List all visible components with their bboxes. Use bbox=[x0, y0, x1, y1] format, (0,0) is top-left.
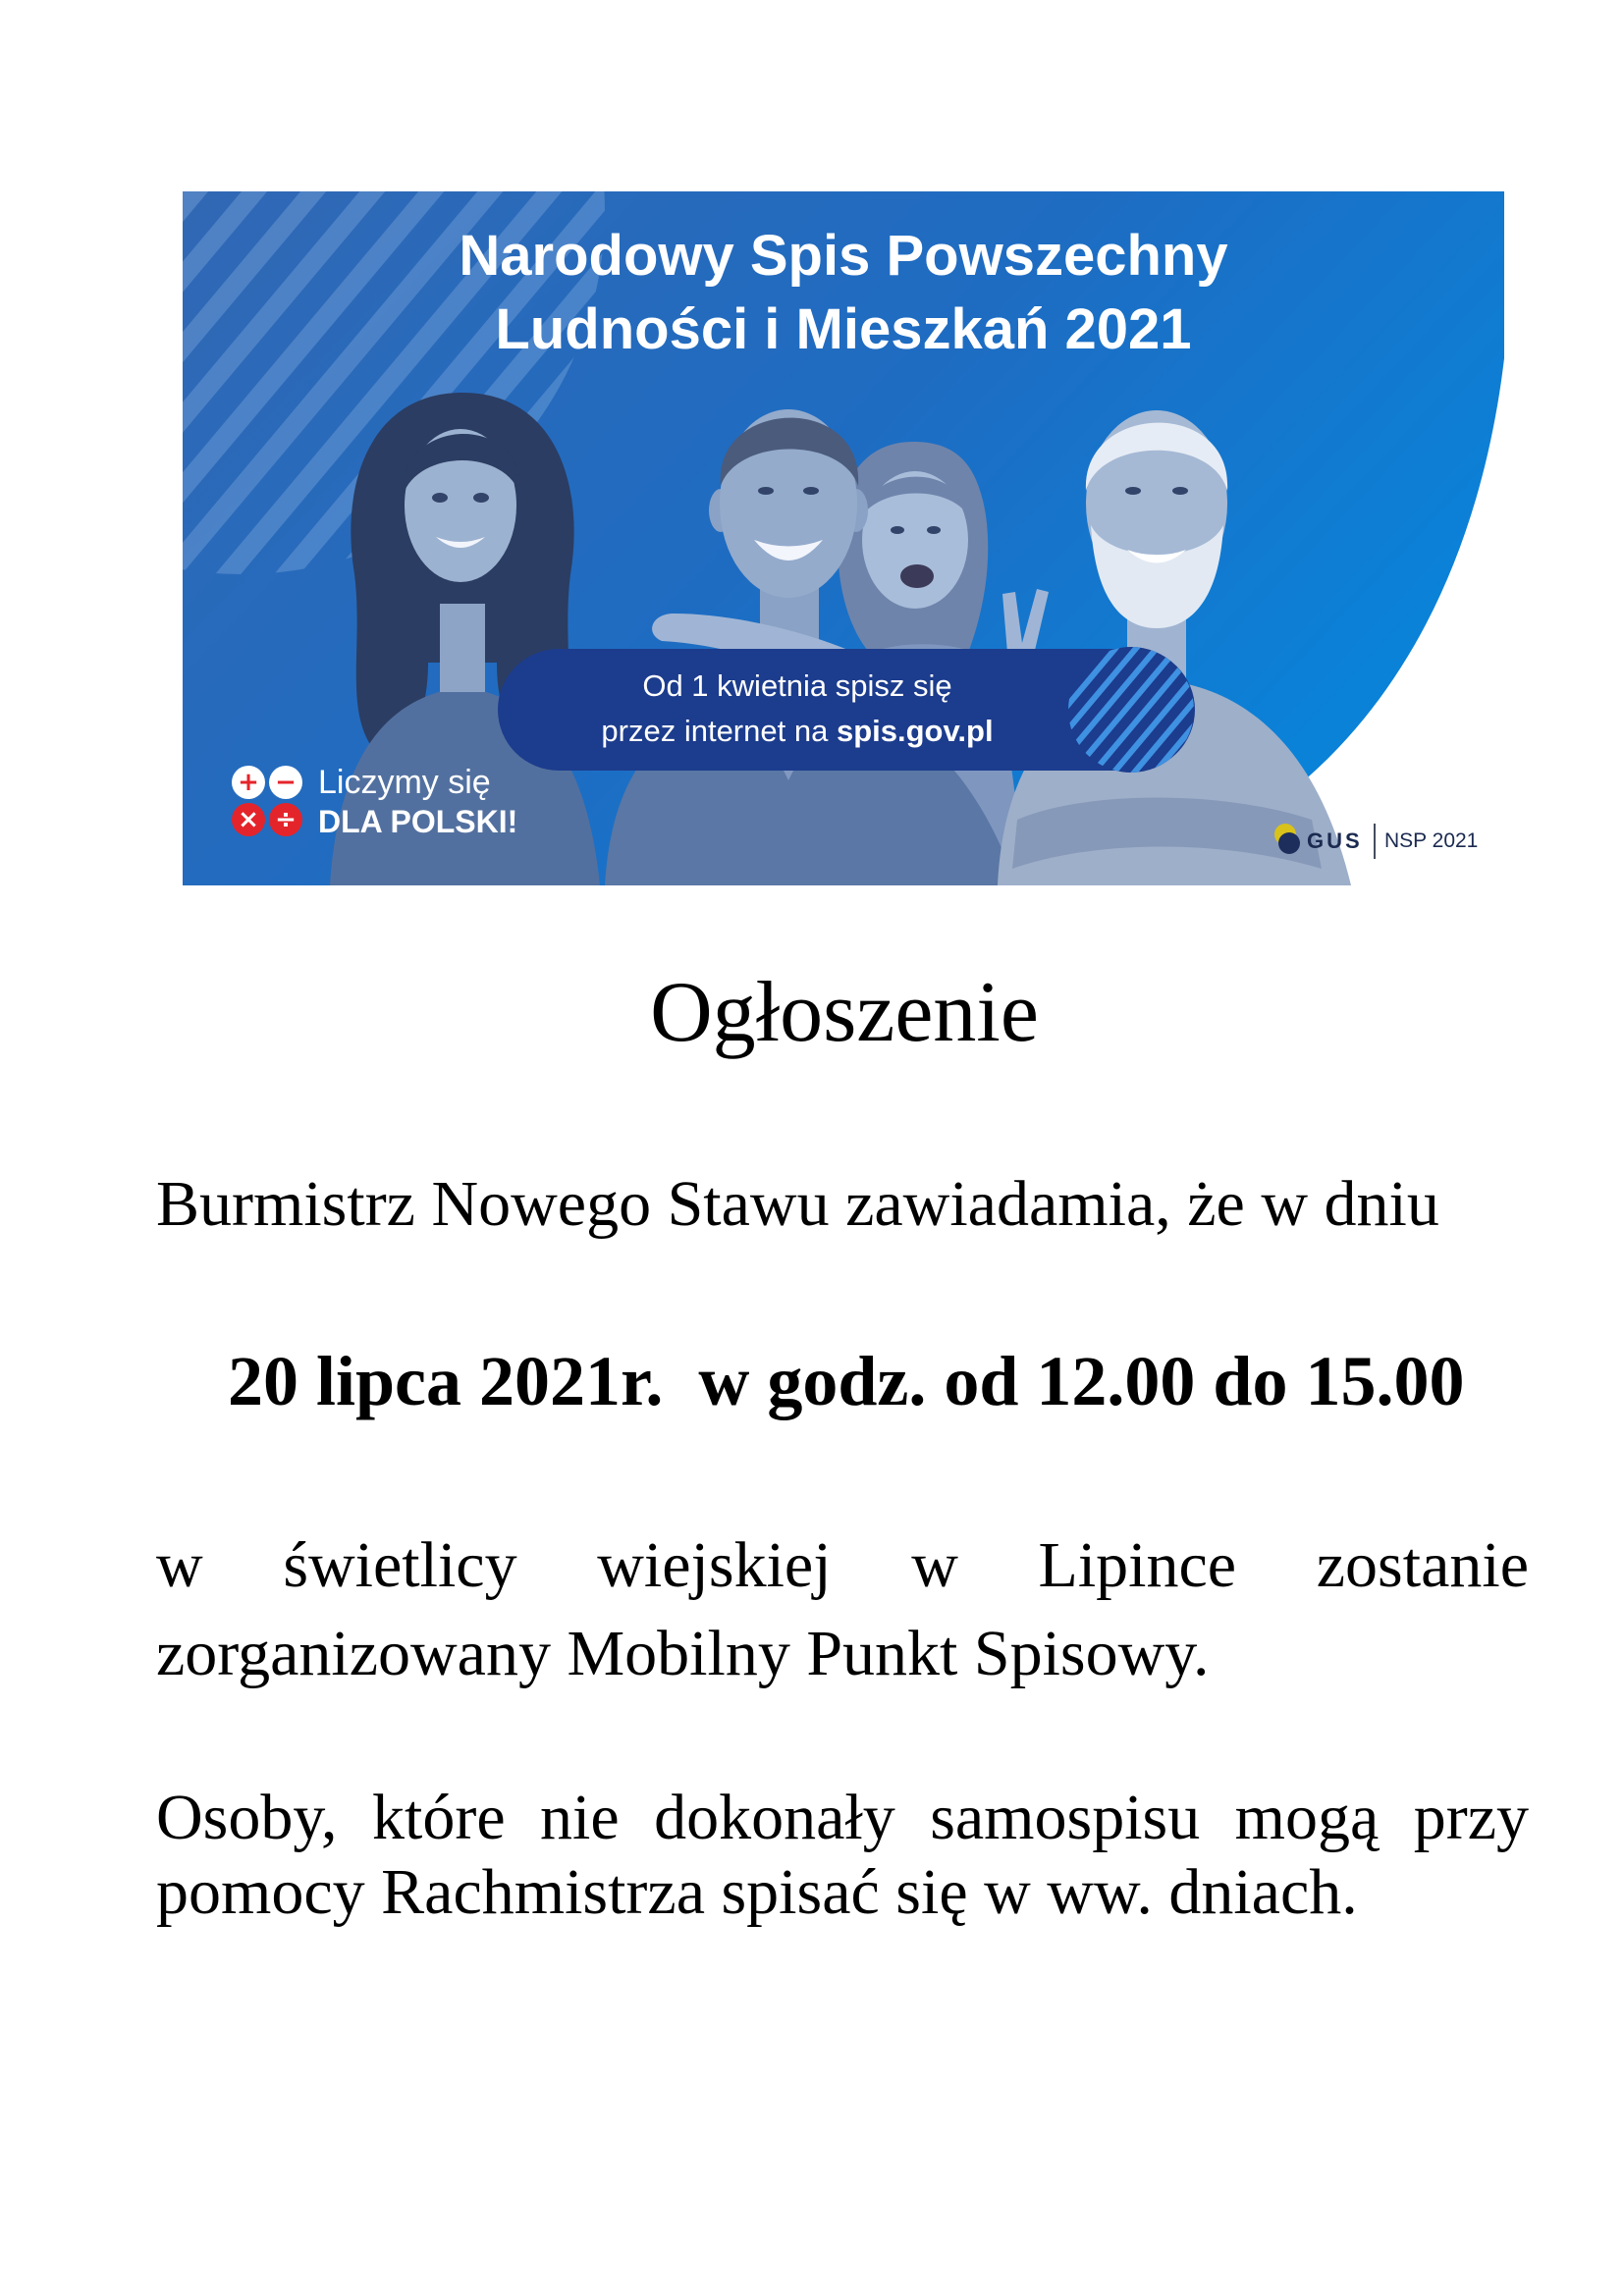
multiply-icon: × bbox=[232, 803, 265, 836]
pill-website: spis.gov.pl bbox=[836, 714, 994, 748]
woman-eye-right bbox=[473, 493, 489, 503]
pill-line2-prefix: przez internet na bbox=[601, 714, 829, 748]
pill-text bbox=[498, 664, 1097, 754]
nsp-logo-text: NSP 2021 bbox=[1384, 829, 1479, 852]
pill-line1: Od 1 kwietnia spisz się bbox=[642, 668, 952, 703]
divide-icon: ÷ bbox=[269, 803, 302, 836]
girl-eye-left bbox=[891, 526, 904, 534]
minus-icon: − bbox=[269, 766, 302, 799]
man-eye-right bbox=[803, 487, 819, 495]
announcement-note: Osoby, które nie dokonały samospisu mogą przy pomocy Rachmistrza spisać się w ww. dniach. bbox=[156, 1782, 1529, 1928]
banner-title-line1: Narodowy Spis Powszechny bbox=[459, 224, 1228, 288]
logo-separator bbox=[1374, 824, 1376, 859]
woman-neck bbox=[440, 604, 485, 692]
girl-mouth bbox=[900, 564, 934, 588]
announcement-intro: Burmistrz Nowego Stawu zawiadamia, że w dniu bbox=[156, 1168, 1439, 1240]
announcement-date: 20 lipca 2021r. w godz. od 12.00 do 15.00 bbox=[228, 1342, 1465, 1420]
old-man-eye-left bbox=[1125, 487, 1141, 495]
pill-line2 bbox=[498, 709, 1097, 754]
woman-eye-left bbox=[432, 493, 448, 503]
man-eye-left bbox=[758, 487, 774, 495]
slogan-line2: DLA POLSKI! bbox=[318, 804, 518, 839]
old-man-eye-right bbox=[1172, 487, 1188, 495]
census-banner bbox=[183, 191, 1504, 885]
girl-eye-right bbox=[927, 526, 941, 534]
slogan bbox=[318, 763, 517, 841]
gus-logo-text: GUS bbox=[1307, 828, 1363, 853]
banner-title-line2: Ludności i Mieszkań 2021 bbox=[495, 297, 1192, 361]
plus-icon: + bbox=[232, 766, 265, 799]
slogan-line1: Liczymy się bbox=[318, 764, 491, 801]
banner-title bbox=[183, 219, 1504, 366]
announcement-location: w świetlicy wiejskiej w Lipince zostanie zorganizowany Mobilny Punkt Spisowy. bbox=[156, 1529, 1529, 1689]
announcement-heading: Ogłoszenie bbox=[650, 965, 1039, 1060]
